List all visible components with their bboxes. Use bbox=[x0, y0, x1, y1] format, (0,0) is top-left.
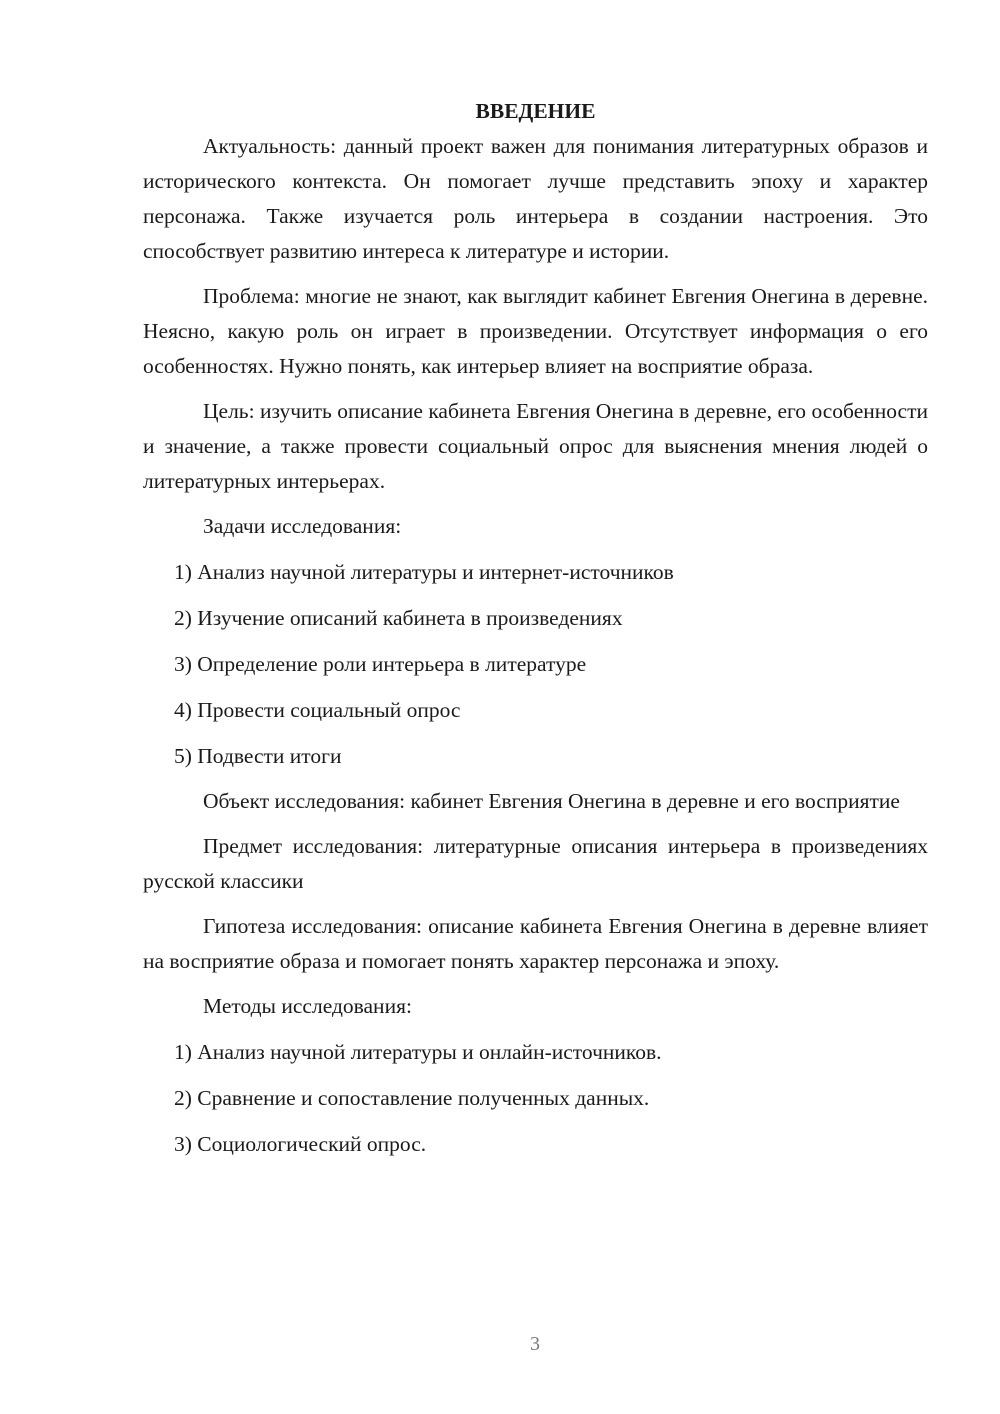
list-item: 4) Провести социальный опрос bbox=[174, 698, 461, 722]
page-number: 3 bbox=[530, 1333, 540, 1355]
list-item: 3) Социологический опрос. bbox=[174, 1132, 427, 1156]
document-page bbox=[143, 94, 928, 1162]
goal-paragraph: Цель: изучить описание кабинета Евгения Онегина в деревне, его особенности и значение, а также провести социальный опрос для выяснения мнения людей о литературных интерьерах. bbox=[143, 399, 928, 493]
list-item: 1) Анализ научной литературы и интернет-источников bbox=[174, 560, 674, 584]
list-item: 3) Определение роли интерьера в литературе bbox=[174, 652, 587, 676]
problem-paragraph: Проблема: многие не знают, как выглядит кабинет Евгения Онегина в деревне. Неясно, какую роль он играет в произведении. Отсутствует информация о его особенностях. Нужно понять, как интерьер влияет на восприятие образа. bbox=[143, 284, 928, 378]
methods-title: Методы исследования: bbox=[203, 994, 412, 1018]
relevance-paragraph: Актуальность: данный проект важен для понимания литературных образов и исторического контекста. Он помогает лучше представить эпоху и характер персонажа. Также изучается роль интерьера в создании настроения. Это способствует развитию интереса к литературе и истории. bbox=[143, 134, 928, 263]
list-item: 5) Подвести итоги bbox=[174, 744, 342, 768]
list-item: 2) Изучение описаний кабинета в произведениях bbox=[174, 606, 623, 630]
list-item: 2) Сравнение и сопоставление полученных данных. bbox=[174, 1086, 650, 1110]
subject-paragraph: Предмет исследования: литературные описания интерьера в произведениях русской классики bbox=[143, 834, 928, 893]
tasks-title: Задачи исследования: bbox=[203, 514, 402, 538]
hypothesis-paragraph: Гипотеза исследования: описание кабинета Евгения Онегина в деревне влияет на восприятие образа и помогает понять характер персонажа и эпоху. bbox=[143, 914, 928, 973]
object-paragraph: Объект исследования: кабинет Евгения Онегина в деревне и его восприятие bbox=[203, 789, 900, 813]
list-item: 1) Анализ научной литературы и онлайн-источников. bbox=[174, 1040, 662, 1064]
section-heading: ВВЕДЕНИЕ bbox=[475, 99, 596, 123]
methods-list bbox=[143, 1035, 928, 1162]
tasks-list bbox=[143, 555, 928, 774]
